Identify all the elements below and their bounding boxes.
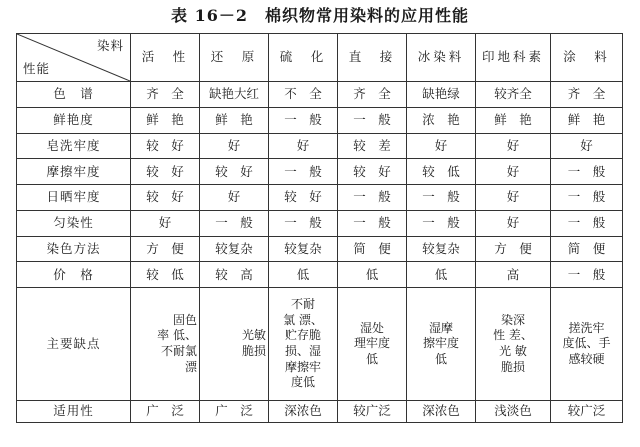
row-label-defects: 主要缺点 xyxy=(17,288,131,401)
table-cell: 较 差 xyxy=(338,133,407,159)
table-cell: 浓 艳 xyxy=(407,107,476,133)
defect-cell-indigosol: 染深 性 差、 光 敏 脆损 xyxy=(476,288,551,401)
table-cell: 缺艳绿 xyxy=(407,82,476,108)
table-row xyxy=(17,262,623,288)
table-cell: 一 般 xyxy=(269,159,338,185)
defect-cell-pigment: 搓洗牢 度低、手 感较硬 xyxy=(551,288,623,401)
table-cell: 不 全 xyxy=(269,82,338,108)
table-cell: 高 xyxy=(476,262,551,288)
table-cell: 较 低 xyxy=(407,159,476,185)
table-row xyxy=(17,133,623,159)
table-row xyxy=(17,107,623,133)
table-cell: 较 好 xyxy=(338,159,407,185)
table-cell: 一 般 xyxy=(338,107,407,133)
table-cell: 鲜 艳 xyxy=(131,107,200,133)
dye-header-azoic: 冰染料 xyxy=(407,34,476,82)
table-row xyxy=(17,159,623,185)
table-cell: 一 般 xyxy=(551,159,623,185)
table-cell: 较 好 xyxy=(131,159,200,185)
row-label: 摩擦牢度 xyxy=(17,159,131,185)
table-cell: 齐 全 xyxy=(338,82,407,108)
dye-performance-table xyxy=(16,33,623,423)
table-cell: 较复杂 xyxy=(407,236,476,262)
table-cell: 一 般 xyxy=(407,185,476,211)
table-row xyxy=(17,185,623,211)
table-cell: 一 般 xyxy=(407,210,476,236)
table-cell: 鲜 艳 xyxy=(200,107,269,133)
table-cell: 方 便 xyxy=(476,236,551,262)
usage-cell-indigosol: 浅淡色 xyxy=(476,401,551,423)
defect-cell-vat: 光敏 脆损 xyxy=(200,288,269,401)
table-cell: 鲜 艳 xyxy=(476,107,551,133)
table-cell: 齐 全 xyxy=(551,82,623,108)
row-label: 皂洗牢度 xyxy=(17,133,131,159)
table-cell: 好 xyxy=(476,159,551,185)
dye-header-vat: 还 原 xyxy=(200,34,269,82)
usage-cell-direct: 较广泛 xyxy=(338,401,407,423)
table-cell: 低 xyxy=(407,262,476,288)
table-row xyxy=(17,236,623,262)
table-cell: 一 般 xyxy=(338,185,407,211)
table-cell: 好 xyxy=(551,133,623,159)
usage-cell-pigment: 较广泛 xyxy=(551,401,623,423)
table-cell: 较 好 xyxy=(131,185,200,211)
defect-cell-reactive: 固色 率 低、 不耐氯 漂 xyxy=(131,288,200,401)
table-cell: 鲜 艳 xyxy=(551,107,623,133)
table-cell: 较 好 xyxy=(200,159,269,185)
row-label: 染色方法 xyxy=(17,236,131,262)
table-cell: 好 xyxy=(407,133,476,159)
corner-label-dye: 染料 xyxy=(96,38,124,53)
table-cell: 一 般 xyxy=(338,210,407,236)
defect-cell-direct: 湿处 理牢度 低 xyxy=(338,288,407,401)
table-cell: 好 xyxy=(476,185,551,211)
table-cell: 一 般 xyxy=(269,107,338,133)
table-cell: 较复杂 xyxy=(269,236,338,262)
row-label: 价 格 xyxy=(17,262,131,288)
table-row-defects xyxy=(17,288,623,401)
row-label: 匀染性 xyxy=(17,210,131,236)
table-cell: 较复杂 xyxy=(200,236,269,262)
table-cell: 齐 全 xyxy=(131,82,200,108)
table-cell: 好 xyxy=(269,133,338,159)
table-cell: 较 高 xyxy=(200,262,269,288)
table-cell: 一 般 xyxy=(200,210,269,236)
table-cell: 好 xyxy=(200,133,269,159)
table-cell: 一 般 xyxy=(551,210,623,236)
dye-header-indigosol: 印地科素 xyxy=(476,34,551,82)
table-cell: 较 好 xyxy=(269,185,338,211)
defect-cell-sulfur: 不耐 氯 漂、 贮存脆 损、湿 摩擦牢 度低 xyxy=(269,288,338,401)
usage-cell-reactive: 广 泛 xyxy=(131,401,200,423)
table-cell: 较齐全 xyxy=(476,82,551,108)
table-row-applicability xyxy=(17,401,623,423)
table-cell: 好 xyxy=(131,210,200,236)
row-label: 日晒牢度 xyxy=(17,185,131,211)
table-cell: 低 xyxy=(338,262,407,288)
dye-header-pigment: 涂 料 xyxy=(551,34,623,82)
table-cell: 方 便 xyxy=(131,236,200,262)
table-cell: 较 低 xyxy=(131,262,200,288)
table-row xyxy=(17,210,623,236)
row-label: 色 谱 xyxy=(17,82,131,108)
table-cell: 一 般 xyxy=(269,210,338,236)
row-label-applicability: 适用性 xyxy=(17,401,131,423)
dye-header-sulfur: 硫 化 xyxy=(269,34,338,82)
table-cell: 简 便 xyxy=(551,236,623,262)
dye-header-reactive: 活 性 xyxy=(131,34,200,82)
corner-label-property: 性能 xyxy=(23,60,51,76)
row-label: 鲜艳度 xyxy=(17,107,131,133)
table-cell: 好 xyxy=(476,133,551,159)
table-cell: 低 xyxy=(269,262,338,288)
table-cell: 较 好 xyxy=(131,133,200,159)
table-cell: 缺艳大红 xyxy=(200,82,269,108)
defect-cell-azoic: 湿摩 擦牢度 低 xyxy=(407,288,476,401)
table-caption: 表 16－2 棉织物常用染料的应用性能 xyxy=(171,6,469,25)
table-cell: 好 xyxy=(476,210,551,236)
usage-cell-vat: 广 泛 xyxy=(200,401,269,423)
corner-header-cell xyxy=(17,34,131,82)
table-cell: 简 便 xyxy=(338,236,407,262)
dye-header-direct: 直 接 xyxy=(338,34,407,82)
table-cell: 一 般 xyxy=(551,262,623,288)
usage-cell-sulfur: 深浓色 xyxy=(269,401,338,423)
table-header-row xyxy=(17,34,623,82)
table-row xyxy=(17,82,623,108)
table-cell: 一 般 xyxy=(551,185,623,211)
usage-cell-azoic: 深浓色 xyxy=(407,401,476,423)
table-cell: 好 xyxy=(200,185,269,211)
